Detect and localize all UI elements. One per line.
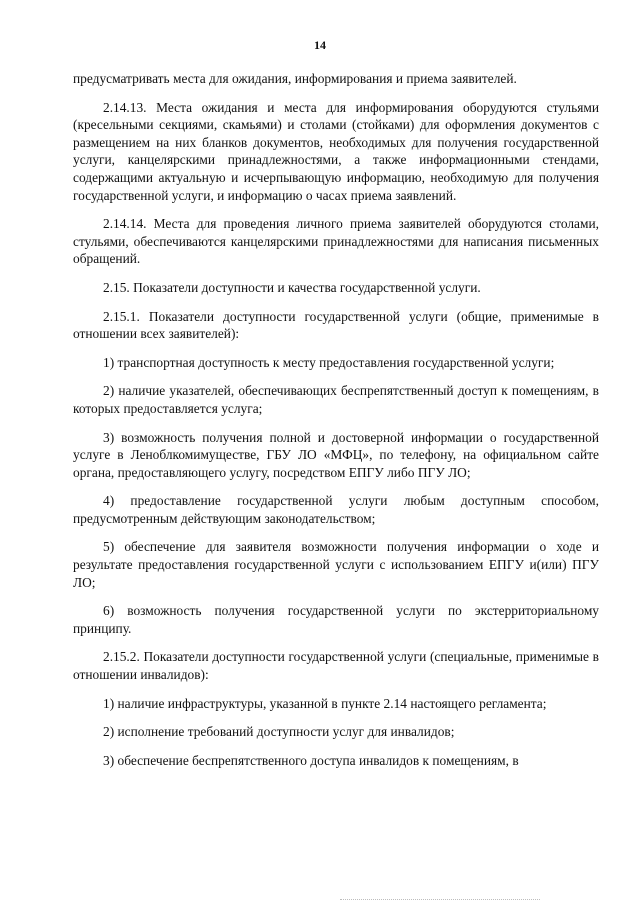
list-item-general-1: 1) транспортная доступность к месту предоставления государственной услуги;	[103, 354, 555, 370]
paragraph-continuation: предусматривать места для ожидания, информирования и приема заявителей.	[73, 71, 517, 86]
paragraph-2-14-14: 2.14.14. Места для проведения личного приема заявителей оборудуются столами, стульями, обеспечиваются канцелярскими принадлежностями для написания письменных обращений.	[73, 216, 599, 267]
list-item-general-4: 4) предоставление государственной услуги любым доступным способом, предусмотренным действующим законодательством;	[73, 493, 599, 526]
paragraph-2-14-13: 2.14.13. Места ожидания и места для информирования оборудуются стульями (кресельными секциями, скамьями) и столами (стойками) для оформления документов с размещением на них бланков документов, необходимых для получения государственной услуги, канцелярскими принадлежностями, а также информационными стендами, содержащими актуальную и исчерпывающую информацию, необходимую для получения государственной услуги, и информацию о часах приема заявлений.	[73, 99, 599, 203]
list-item-special-3: 3) обеспечение беспрепятственного доступа инвалидов к помещениям, в	[103, 752, 519, 768]
paragraph-2-15-2: 2.15.2. Показатели доступности государственной услуги (специальные, применимые в отношении инвалидов):	[73, 649, 599, 683]
page-number: 14	[314, 38, 326, 52]
list-item-general-5: 5) обеспечение для заявителя возможности получения информации о ходе и результате предоставления государственной услуги с использованием ЕПГУ и(или) ПГУ ЛО;	[73, 539, 599, 590]
list-item-general-6: 6) возможность получения государственной услуги по экстерриториальному принципу.	[73, 603, 599, 636]
paragraph-2-15-1: 2.15.1. Показатели доступности государственной услуги (общие, применимые в отношении всех заявителей):	[73, 308, 599, 342]
scan-edge-mark	[340, 899, 540, 902]
list-item-general-2: 2) наличие указателей, обеспечивающих беспрепятственный доступ к помещениям, в которых предоставляется услуга;	[73, 383, 599, 416]
document-body	[73, 70, 599, 780]
paragraph-2-15: 2.15. Показатели доступности и качества государственной услуги.	[103, 279, 481, 295]
list-item-general-3: 3) возможность получения полной и достоверной информации о государственной услуге в Леноблкомимуществе, ГБУ ЛО «МФЦ», по телефону, на официальном сайте органа, предоставляющего услугу, посредством ЕПГУ либо ПГУ ЛО;	[73, 429, 599, 480]
list-item-special-2: 2) исполнение требований доступности услуг для инвалидов;	[103, 724, 455, 740]
list-item-special-1: 1) наличие инфраструктуры, указанной в пункте 2.14 настоящего регламента;	[103, 695, 547, 711]
